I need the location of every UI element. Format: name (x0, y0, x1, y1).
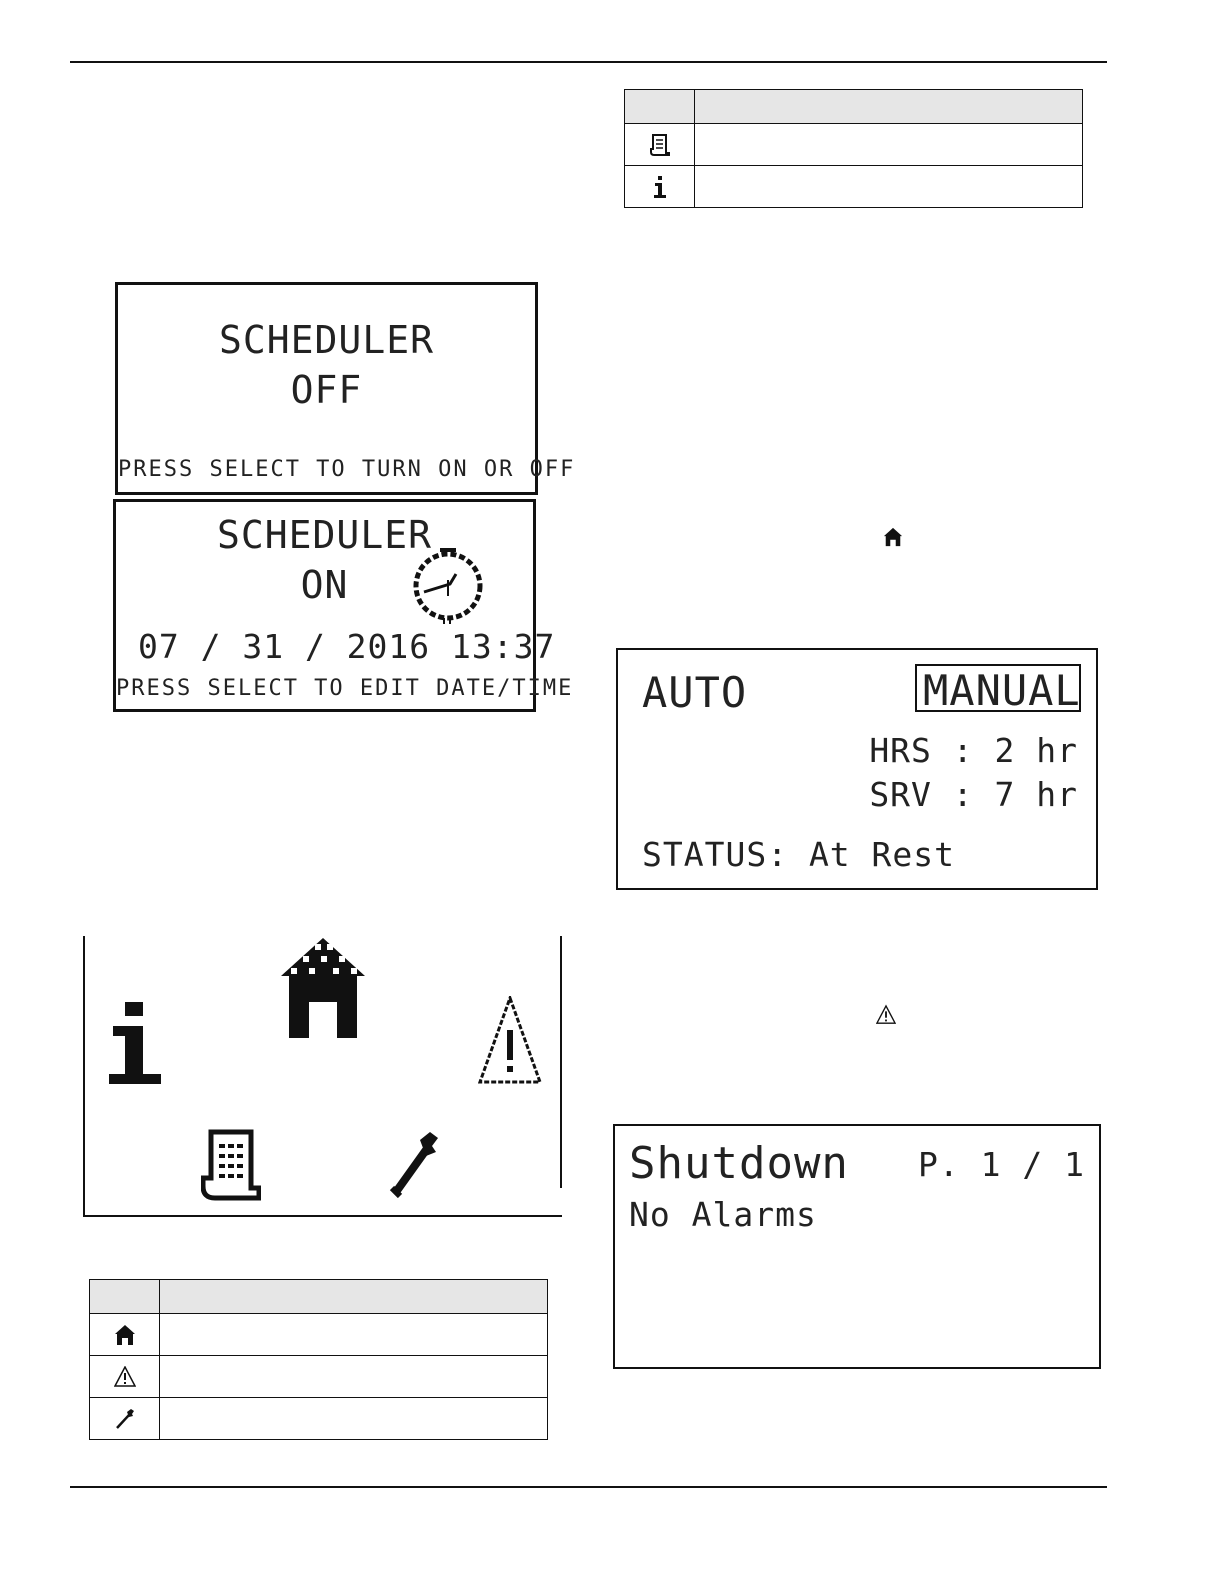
srv-line: SRV : 7 hr (869, 775, 1078, 814)
scheduler-state: OFF (290, 368, 363, 412)
clock-icon (410, 546, 486, 624)
scheduler-state: ON (300, 563, 349, 607)
warning-icon[interactable] (478, 996, 542, 1086)
table-header-row (90, 1280, 548, 1314)
header-rule (70, 61, 1107, 63)
main-menu-screen (83, 936, 562, 1217)
alarm-page-indicator: P. 1 / 1 (918, 1145, 1085, 1184)
status-screen (616, 648, 1098, 890)
home-icon (114, 1324, 136, 1346)
scroll-icon (649, 133, 671, 157)
scroll-icon[interactable] (201, 1128, 261, 1202)
left-icon-table (89, 1279, 548, 1440)
alarm-message: No Alarms (629, 1195, 817, 1234)
table-header-row (625, 90, 1083, 124)
home-icon (883, 527, 903, 547)
table-row (90, 1398, 548, 1440)
alarm-title: Shutdown (629, 1138, 849, 1189)
info-icon[interactable] (107, 1002, 163, 1086)
alarm-screen (613, 1124, 1101, 1369)
scheduler-title: SCHEDULER (217, 513, 432, 557)
scheduler-datetime[interactable]: 07 / 31 / 2016 13:37 (138, 627, 556, 666)
footer-rule (70, 1486, 1107, 1488)
info-icon (649, 175, 671, 199)
table-row (625, 124, 1083, 166)
scheduler-title: SCHEDULER (219, 318, 434, 362)
mode-manual-selected[interactable] (915, 664, 1081, 715)
mode-manual: MANUAL (923, 666, 1081, 715)
scheduler-hint: PRESS SELECT TO TURN ON OR OFF (118, 457, 576, 482)
home-icon[interactable] (279, 936, 367, 1040)
mode-auto[interactable]: AUTO (642, 668, 748, 717)
table-row (625, 166, 1083, 208)
warning-icon (876, 1004, 896, 1026)
scheduler-hint: PRESS SELECT TO EDIT DATE/TIME (116, 676, 574, 701)
table-row (90, 1314, 548, 1356)
wrench-icon (114, 1408, 136, 1430)
hrs-line: HRS : 2 hr (869, 731, 1078, 770)
status-line: STATUS: At Rest (642, 835, 956, 874)
warning-icon (114, 1366, 136, 1388)
right-icon-table (624, 89, 1083, 208)
scheduler-off-screen (115, 282, 576, 495)
scheduler-on-screen (113, 499, 574, 712)
table-row (90, 1356, 548, 1398)
wrench-icon[interactable] (386, 1130, 442, 1198)
